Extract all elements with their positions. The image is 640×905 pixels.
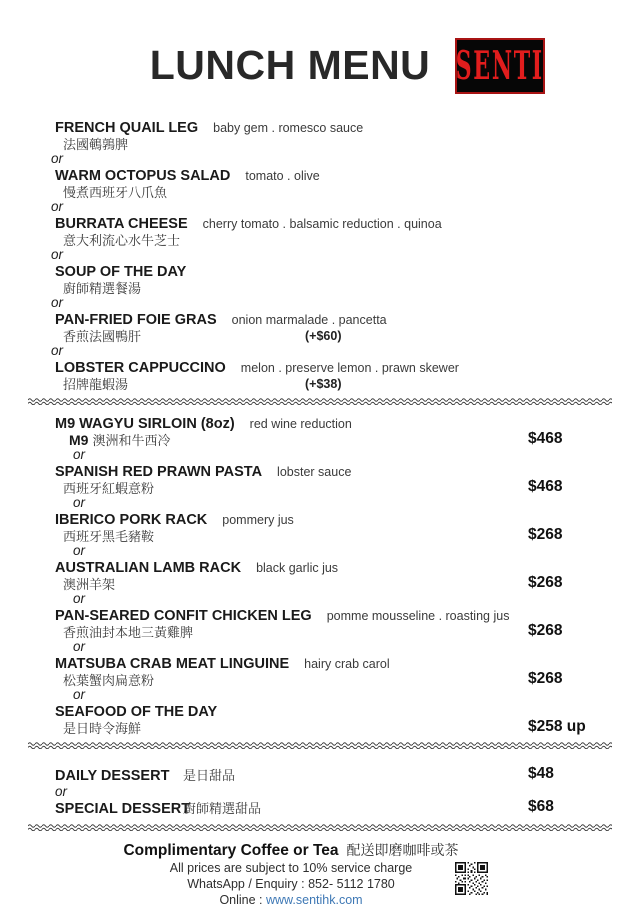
or-separator: or [51,151,64,166]
online-label: Online : [219,893,266,905]
item-chinese-name: 廚師精選甜品 [183,801,262,816]
or-separator: or [55,784,68,799]
item-chinese-name: 西班牙紅蝦意粉 [63,481,155,496]
item-price: $48 [528,765,554,782]
wavy-divider [28,397,612,405]
menu-item-warm-octopus-salad [55,166,585,200]
item-description: melon . preserve lemon . prawn skewer [240,361,459,375]
item-chinese-prefix: M9 [69,432,89,448]
item-chinese-name: 澳洲和牛西冷 [92,433,171,448]
complimentary-text-chinese: 配送即磨咖啡或茶 [346,842,459,858]
menu-item-daily-dessert [55,766,585,785]
or-separator: or [73,495,86,510]
item-name: FRENCH QUAIL LEG [55,120,199,136]
or-separator: or [51,199,64,214]
menu-item-pan-seared-confit-chicken-leg [55,606,585,640]
complimentary-text: Complimentary Coffee or Tea [123,842,339,859]
item-description: onion marmalade . pancetta [231,313,387,327]
item-description: cherry tomato . balsamic reduction . quinoa [202,217,442,231]
item-description: black garlic jus [256,561,339,575]
menu-item-spanish-red-prawn-pasta [55,462,585,496]
item-name: IBERICO PORK RACK [55,512,208,528]
item-description: pomme mousseline . roasting jus [326,609,510,623]
whatsapp-enquiry: WhatsApp / Enquiry : 852- 5112 1780 [187,877,395,891]
item-price: $268 [528,574,563,591]
item-chinese-name: 是日時令海鮮 [63,721,142,736]
menu-item-burrata-cheese [55,214,585,248]
or-separator: or [73,591,86,606]
section-desserts [55,758,585,818]
item-price: $258 up [528,718,586,735]
item-price: $268 [528,526,563,543]
service-charge-note: All prices are subject to 10% service charge [169,861,413,875]
item-name: AUSTRALIAN LAMB RACK [55,560,242,576]
item-surcharge: (+$38) [305,377,342,391]
item-chinese-name: 法國鵪鶉脾 [63,137,129,152]
menu-body [0,95,640,831]
item-name: PAN-FRIED FOIE GRAS [55,312,217,328]
page-title: LUNCH MENU [149,42,431,88]
website-link[interactable]: www.sentihk.com [266,893,363,905]
item-name: LOBSTER CAPPUCCINO [55,360,226,376]
item-chinese-name: 香煎油封本地三黃雞脾 [63,625,194,640]
item-chinese-name: 西班牙黑毛豬鞍 [63,529,155,544]
or-separator: or [73,687,86,702]
or-separator: or [73,447,86,462]
item-description: red wine reduction [249,417,352,431]
menu-header [0,0,640,95]
item-name: SPECIAL DESSERT [55,801,191,817]
menu-item-iberico-pork-rack [55,510,585,544]
item-chinese-name: 香煎法國鴨肝 [63,329,142,344]
item-chinese-name: 廚師精選餐湯 [63,281,142,296]
item-price: $268 [528,670,563,687]
item-chinese-name: 是日甜品 [183,768,236,783]
or-separator: or [51,247,64,262]
section-mains [55,414,585,736]
item-price: $268 [528,622,563,639]
or-separator: or [51,343,64,358]
item-description: tomato . olive [245,169,320,183]
menu-item-m9-wagyu-sirloin [55,414,585,448]
menu-item-matsuba-crab-meat-linguine [55,654,585,688]
item-chinese-name: 意大利流心水牛芝士 [63,233,181,248]
wavy-divider [28,741,612,749]
item-name: M9 WAGYU SIRLOIN (8oz) [55,416,235,432]
item-description: lobster sauce [277,465,352,479]
item-price: $468 [528,430,563,447]
menu-item-pan-fried-foie-gras [55,310,585,344]
item-chinese-name: 松葉蟹肉扁意粉 [63,673,155,688]
menu-item-seafood-of-the-day [55,702,585,736]
item-name: WARM OCTOPUS SALAD [55,168,231,184]
menu-item-australian-lamb-rack [55,558,585,592]
item-description: pommery jus [222,513,294,527]
section-starters [51,95,585,392]
item-surcharge: (+$60) [305,329,342,343]
menu-item-soup-of-the-day [55,262,585,296]
item-name: DAILY DESSERT [55,768,170,784]
item-price: $468 [528,478,563,495]
senti-logo-text: SENTI [455,43,545,89]
item-name: PAN-SEARED CONFIT CHICKEN LEG [55,608,312,624]
item-name: BURRATA CHEESE [55,216,188,232]
item-name: SPANISH RED PRAWN PASTA [55,464,263,480]
item-price: $68 [528,798,554,815]
senti-logo [455,38,545,94]
qr-code-icon [455,862,488,895]
menu-item-special-dessert [55,799,585,818]
or-separator: or [51,295,64,310]
wavy-divider [28,823,612,831]
item-chinese-name: 招牌龍蝦湯 [63,377,129,392]
or-separator: or [73,543,86,558]
item-chinese-name: 慢煮西班牙八爪魚 [63,185,168,200]
item-name: SEAFOOD OF THE DAY [55,704,218,720]
item-name: MATSUBA CRAB MEAT LINGUINE [55,656,290,672]
item-name: SOUP OF THE DAY [55,264,187,280]
menu-footer [0,840,640,905]
item-description: hairy crab carol [304,657,390,671]
menu-item-french-quail-leg [55,118,585,152]
item-chinese-name: 澳洲羊架 [63,577,116,592]
menu-item-lobster-cappuccino [55,358,585,392]
item-description: baby gem . romesco sauce [213,121,364,135]
or-separator: or [73,639,86,654]
